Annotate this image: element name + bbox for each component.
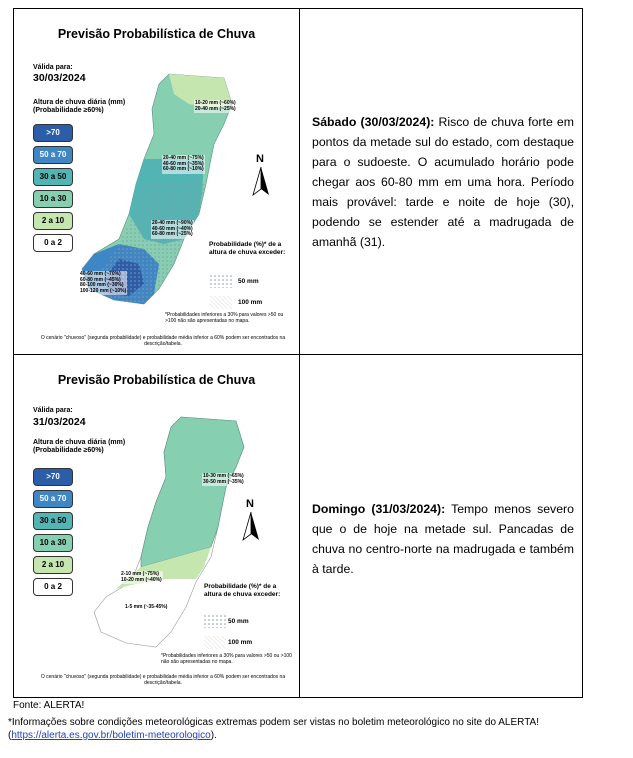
footer-note (8, 716, 618, 742)
legend-item: 0 a 2 (33, 578, 73, 596)
legend-item: >70 (33, 124, 73, 142)
dots-50mm-swatch (204, 615, 226, 628)
prob-50mm-label: 50 mm (228, 618, 249, 625)
prob-100mm-label: 100 mm (238, 299, 263, 306)
cenario-note: O cenário "chuvoso" (segunda probabilidade) e probabilidade média inferior a 60% podem ser encontrados na descrição/tabela. (40, 674, 286, 686)
probability-footnote: *Probabilidades inferiores a 30% para valores >50 ou >100 não são apresentadas no mapa. (165, 312, 284, 324)
map-cell-1 (14, 9, 299, 354)
legend-item: 30 a 50 (33, 168, 73, 186)
probability-label: Probabilidade (%)* de a altura de chuva exceder: (204, 583, 281, 598)
map-cell-2 (14, 355, 299, 699)
cenario-note: O cenário "chuvoso" (segunda probabilidade) e probabilidade média inferior a 60% podem ser encontrados na descrição/tabela. (40, 335, 286, 347)
legend-item: 10 a 30 (33, 190, 73, 208)
map-region-10-30 (141, 417, 244, 567)
legend-item: 10 a 30 (33, 534, 73, 552)
north-arrow-icon (242, 512, 260, 542)
annotation-line: 60-80 mm (~25%) (152, 231, 193, 237)
altura-probability: (Probabilidade ≥60%) (33, 107, 104, 114)
annotation-line: 30-50 mm (~35%) (203, 478, 244, 485)
annotation-line: 20-40 mm (~90%) (152, 220, 193, 226)
annotation-line: 10-20 mm (~60%) (195, 100, 236, 106)
footer-note-text: *Informações sobre condições meteorológicas extremas podem ser vistas no boletim meteorológico no site do ALERTA! ( (8, 717, 540, 741)
altura-probability: (Probabilidade ≥60%) (33, 447, 104, 454)
valid-label: Válida para: (33, 64, 73, 71)
legend-item: 50 a 70 (33, 146, 73, 164)
annotation-south (124, 604, 168, 612)
legend-item: 2 a 10 (33, 556, 73, 574)
annotation-southwest (79, 271, 127, 295)
north-label: N (256, 153, 264, 165)
footer-note-end: ). (210, 730, 217, 741)
annotation-line: 40-60 mm (~35%) (163, 160, 204, 167)
legend-item: >70 (33, 468, 73, 486)
dots-100mm-swatch (210, 296, 232, 309)
altura-title: Altura de chuva diária (mm) (33, 99, 126, 106)
map-title: Previsão Probabilística de Chuva (57, 27, 256, 41)
description-text: Tempo menos severo que o de hoje na metade sul. Pancadas de chuva no centro-norte na madrugada e também à tarde. (312, 502, 574, 576)
description-sunday (312, 499, 574, 579)
altura-title: Altura de chuva diária (mm) (33, 439, 126, 446)
annotation-line: 60-80 mm (~10%) (163, 166, 204, 172)
annotation-line: 2-10 mm (~75%) (121, 571, 159, 577)
annotation-north (202, 473, 245, 486)
source-label: Fonte: ALERTA! (13, 700, 85, 711)
annotation-line: 10-20 mm (~40%) (121, 576, 162, 583)
legend-item: 30 a 50 (33, 512, 73, 530)
annotation-line: 100-120 mm (~10%) (80, 287, 127, 294)
prob-50mm-label: 50 mm (238, 278, 259, 285)
annotation-line: 10-30 mm (~65%) (203, 473, 244, 479)
description-heading: Domingo (31/03/2024): (312, 502, 446, 516)
legend-item: 2 a 10 (33, 212, 73, 230)
map-title: Previsão Probabilística de Chuva (57, 373, 256, 387)
prob-100mm-label: 100 mm (228, 639, 253, 646)
probability-footnote: *Probabilidades inferiores a 30% para valores >50 ou >100 não são apresentadas no mapa. (161, 653, 292, 665)
annotation-line: 40-60 mm (~70%) (80, 271, 121, 277)
description-text: Risco de chuva forte em pontos da metade sul do estado, com destaque para o sudoeste. O acumulado horário pode chegar aos 60-80 mm em uma hora. Período mais provável: tarde e noite de hoje (30), podendo se estender até a madrugada de amanhã (31). (312, 115, 574, 249)
annotation-line: 40-60 mm (~40%) (152, 225, 193, 232)
valid-label: Válida para: (33, 407, 73, 414)
north-label: N (246, 498, 254, 510)
annotation-line: 1-5 mm (~35-45%) (125, 604, 168, 610)
annotation-south (151, 220, 194, 239)
probability-label: Probabilidade (%)* de a altura de chuva exceder: (209, 241, 286, 256)
north-arrow-icon (252, 167, 270, 197)
description-heading: Sábado (30/03/2024): (312, 115, 435, 129)
annotation-north (194, 100, 237, 113)
annotation-line: 20-40 mm (~75%) (163, 155, 204, 161)
annotation-center (162, 155, 205, 174)
forecast-table (13, 8, 583, 698)
valid-date: 31/03/2024 (33, 416, 86, 428)
annotation-center (120, 571, 163, 584)
dots-100mm-swatch (204, 636, 226, 649)
valid-date: 30/03/2024 (33, 72, 86, 84)
legend-item: 0 a 2 (33, 234, 73, 252)
legend-item: 50 a 70 (33, 490, 73, 508)
dots-50mm-swatch (210, 275, 232, 288)
bulletin-link[interactable]: https://alerta.es.gov.br/boletim-meteorologico (11, 730, 211, 741)
annotation-line: 80-100 mm (~30%) (80, 282, 124, 288)
column-divider (299, 9, 300, 697)
annotation-line: 60-80 mm (~45%) (80, 276, 121, 283)
annotation-line: 20-40 mm (~25%) (195, 105, 236, 112)
description-saturday (312, 112, 574, 252)
